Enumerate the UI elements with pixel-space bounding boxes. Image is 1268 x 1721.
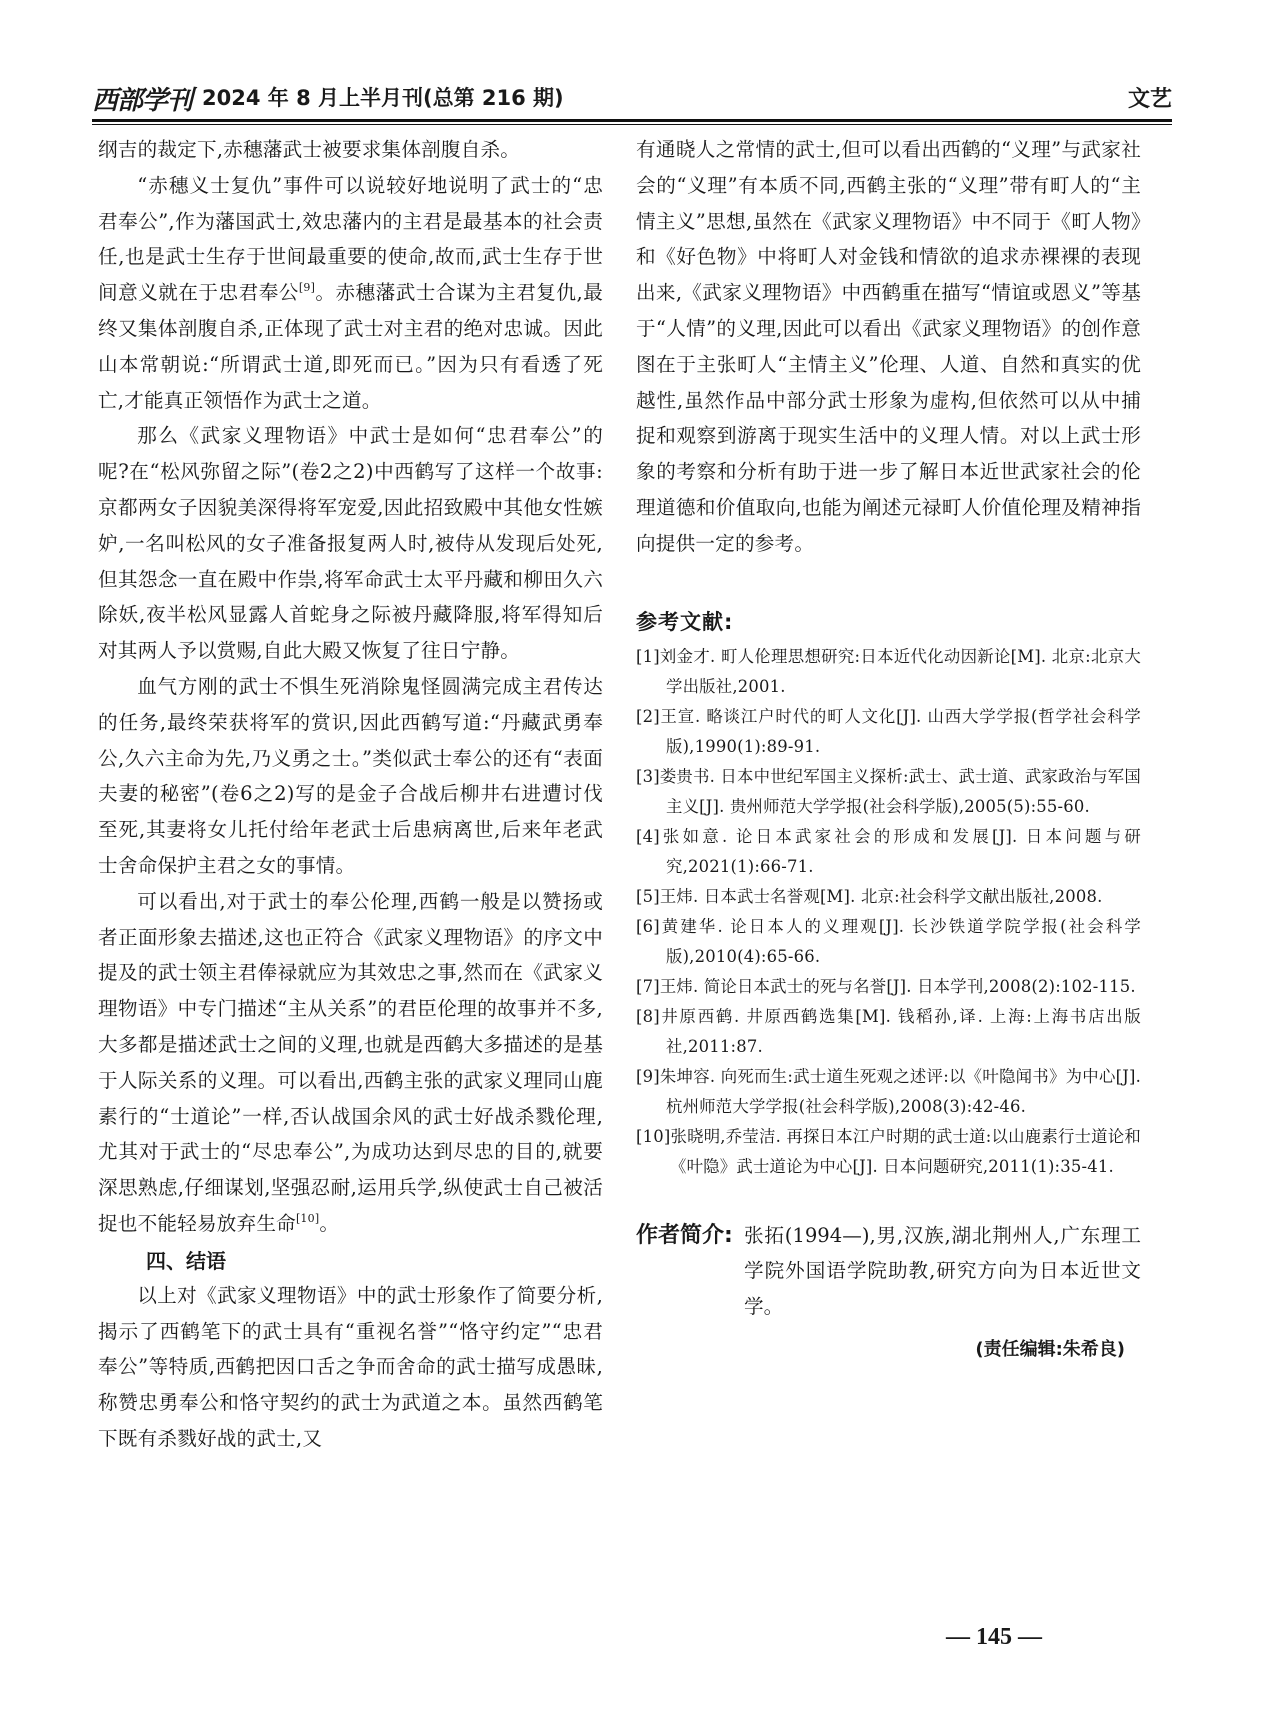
page-number: — 145 —	[946, 1624, 1042, 1650]
author-bio-text: 张拓(1994—),男,汉族,湖北荆州人,广东理工学院外国语学院助教,研究方向为日本近世文学。	[744, 1223, 1141, 1319]
reference-item: [9]朱坤容. 向死而生:武士道生死观之述评:以《叶隐闻书》为中心[J]. 杭州师范大学学报(社会科学版),2008(3):42-46.	[636, 1066, 1141, 1116]
reference-item: [7]王炜. 简论日本武士的死与名誉[J]. 日本学刊,2008(2):102-115.	[636, 976, 1136, 996]
reference-item: [8]井原西鹤. 井原西鹤选集[M]. 钱稻孙,译. 上海:上海书店出版社,2011:87.	[636, 1006, 1141, 1056]
paragraph: 那么《武家义理物语》中武士是如何“忠君奉公”的呢?在“松风弥留之际”(卷2之2)中西鹤写了这样一个故事:京都两女子因貌美深得将军宠爱,因此招致殿中其他女性嫉妒,一名叫松风的女子准备报复两人时,被侍从发现后处死,但其怨念一直在殿中作祟,将军命武士太平丹藏和柳田久六除妖,夜半松风显露人首蛇身之际被丹藏降服,将军得知后对其两人予以赏赐,自此大殿又恢复了往日宁静。	[98, 424, 603, 663]
reference-item: [3]娄贵书. 日本中世纪军国主义探析:武士、武士道、武家政治与军国主义[J]. 贵州师范大学学报(社会科学版),2005(5):55-60.	[636, 766, 1141, 816]
responsible-editor: (责任编辑:朱希良)	[975, 1338, 1125, 1360]
citation: [10]	[295, 1211, 320, 1225]
paragraph-text: “赤穗义士复仇”事件可以说较好地说明了武士的“忠君奉公”,作为藩国武士,效忠藩内的主君是最基本的社会责任,也是武士生存于世间最重要的使命,故而,武士生存于世间意义就在于忠君奉公	[98, 173, 603, 305]
right-column	[636, 132, 1141, 1361]
header-rule	[92, 119, 1172, 122]
section-heading: 四、结语	[146, 1248, 226, 1273]
header-rule-thin	[92, 124, 1172, 125]
reference-item: [1]刘金才. 町人伦理思想研究:日本近代化动因新论[M]. 北京:北京大学出版社,2001.	[636, 646, 1141, 696]
reference-list	[636, 642, 1141, 1182]
paragraph-text: 。赤穗藩武士合谋为主君复仇,最终又集体剖腹自杀,正体现了武士对主君的绝对忠诚。因此山本常朝说:“所谓武士道,即死而已。”因为只有看透了死亡,才能真正领悟作为武士之道。	[98, 281, 603, 412]
citation: [9]	[298, 281, 316, 295]
paragraph: 血气方刚的武士不惧生死消除鬼怪圆满完成主君传达的任务,最终荣获将军的赏识,因此西鹤写道:“丹藏武勇奉公,久六主命为先,乃义勇之士。”类似武士奉公的还有“表面夫妻的秘密”(卷6之2)写的是金子合战后柳井右进遭讨伐至死,其妻将女儿托付给年老武士后患病离世,后来年老武士舍命保护主君之女的事情。	[98, 674, 603, 877]
author-bio	[636, 1218, 1141, 1325]
paragraph: 以上对《武家义理物语》中的武士形象作了简要分析,揭示了西鹤笔下的武士具有“重视名誉”“恪守约定”“忠君奉公”等特质,西鹤把因口舌之争而舍命的武士描写成愚昧,称赞忠勇奉公和恪守契约的武士为武道之本。虽然西鹤笔下既有杀戮好战的武士,又	[98, 1283, 603, 1450]
paragraph: 纲吉的裁定下,赤穗藩武士被要求集体剖腹自杀。	[98, 138, 521, 161]
reference-item: [6]黄建华. 论日本人的义理观[J]. 长沙铁道学院学报(社会科学版),2010(4):65-66.	[636, 916, 1141, 966]
page-header	[92, 76, 1172, 116]
journal-logo: 西部学刊	[92, 86, 193, 116]
paragraph	[98, 884, 603, 1242]
left-column	[98, 132, 603, 1457]
paragraph-text: 可以看出,对于武士的奉公伦理,西鹤一般是以赞扬或者正面形象去描述,这也正符合《武家义理物语》的序文中提及的武士领主君俸禄就应为其效忠之事,然而在《武家义理物语》中专门描述“主从关系”的君臣伦理的故事并不多,大多都是描述武士之间的义理,也就是西鹤大多描述的是基于人际关系的义理。可以看出,西鹤主张的武家义理同山鹿素行的“士道论”一样,否认战国余风的武士好战杀戮伦理,尤其对于武士的“尽忠奉公”,为成功达到尽忠的目的,就要深思熟虑,仔细谋划,坚强忍耐,运用兵学,纵使武士自己被活捉也不能轻易放弃生命	[98, 889, 603, 1235]
reference-item: [4]张如意. 论日本武家社会的形成和发展[J]. 日本问题与研究,2021(1):66-71.	[636, 826, 1141, 876]
paragraph-text: 。	[319, 1211, 340, 1235]
reference-item: [2]王宣. 略谈江户时代的町人文化[J]. 山西大学学报(哲学社会科学版),1990(1):89-91.	[636, 706, 1141, 756]
paragraph: 有通晓人之常情的武士,但可以看出西鹤的“义理”与武家社会的“义理”有本质不同,西鹤主张的“义理”带有町人的“主情主义”思想,虽然在《武家义理物语》中不同于《町人物》和《好色物》中将町人对金钱和情欲的追求赤裸裸的表现出来,《武家义理物语》中西鹤重在描写“情谊或恩义”等基于“人情”的义理,因此可以看出《武家义理物语》的创作意图在于主张町人“主情主义”伦理、人道、自然和真实的优越性,虽然作品中部分武士形象为虚构,但依然可以从中捕捉和观察到游离于现实生活中的义理人情。对以上武士形象的考察和分析有助于进一步了解日本近世武家社会的伦理道德和价值取向,也能为阐述元禄町人价值伦理及精神指向提供一定的参考。	[636, 138, 1141, 555]
references-heading: 参考文献:	[636, 609, 734, 634]
issue-info: 2024 年 8 月上半月刊(总第 216 期)	[202, 86, 564, 110]
section-name: 文艺	[1127, 87, 1172, 112]
paragraph	[98, 168, 603, 419]
reference-item: [10]张晓明,乔莹洁. 再探日本江户时期的武士道:以山鹿素行士道论和《叶隐》武士道论为中心[J]. 日本问题研究,2011(1):35-41.	[636, 1126, 1141, 1176]
reference-item: [5]王炜. 日本武士名誉观[M]. 北京:社会科学文献出版社,2008.	[636, 886, 1103, 906]
author-bio-label: 作者简介:	[636, 1222, 733, 1248]
